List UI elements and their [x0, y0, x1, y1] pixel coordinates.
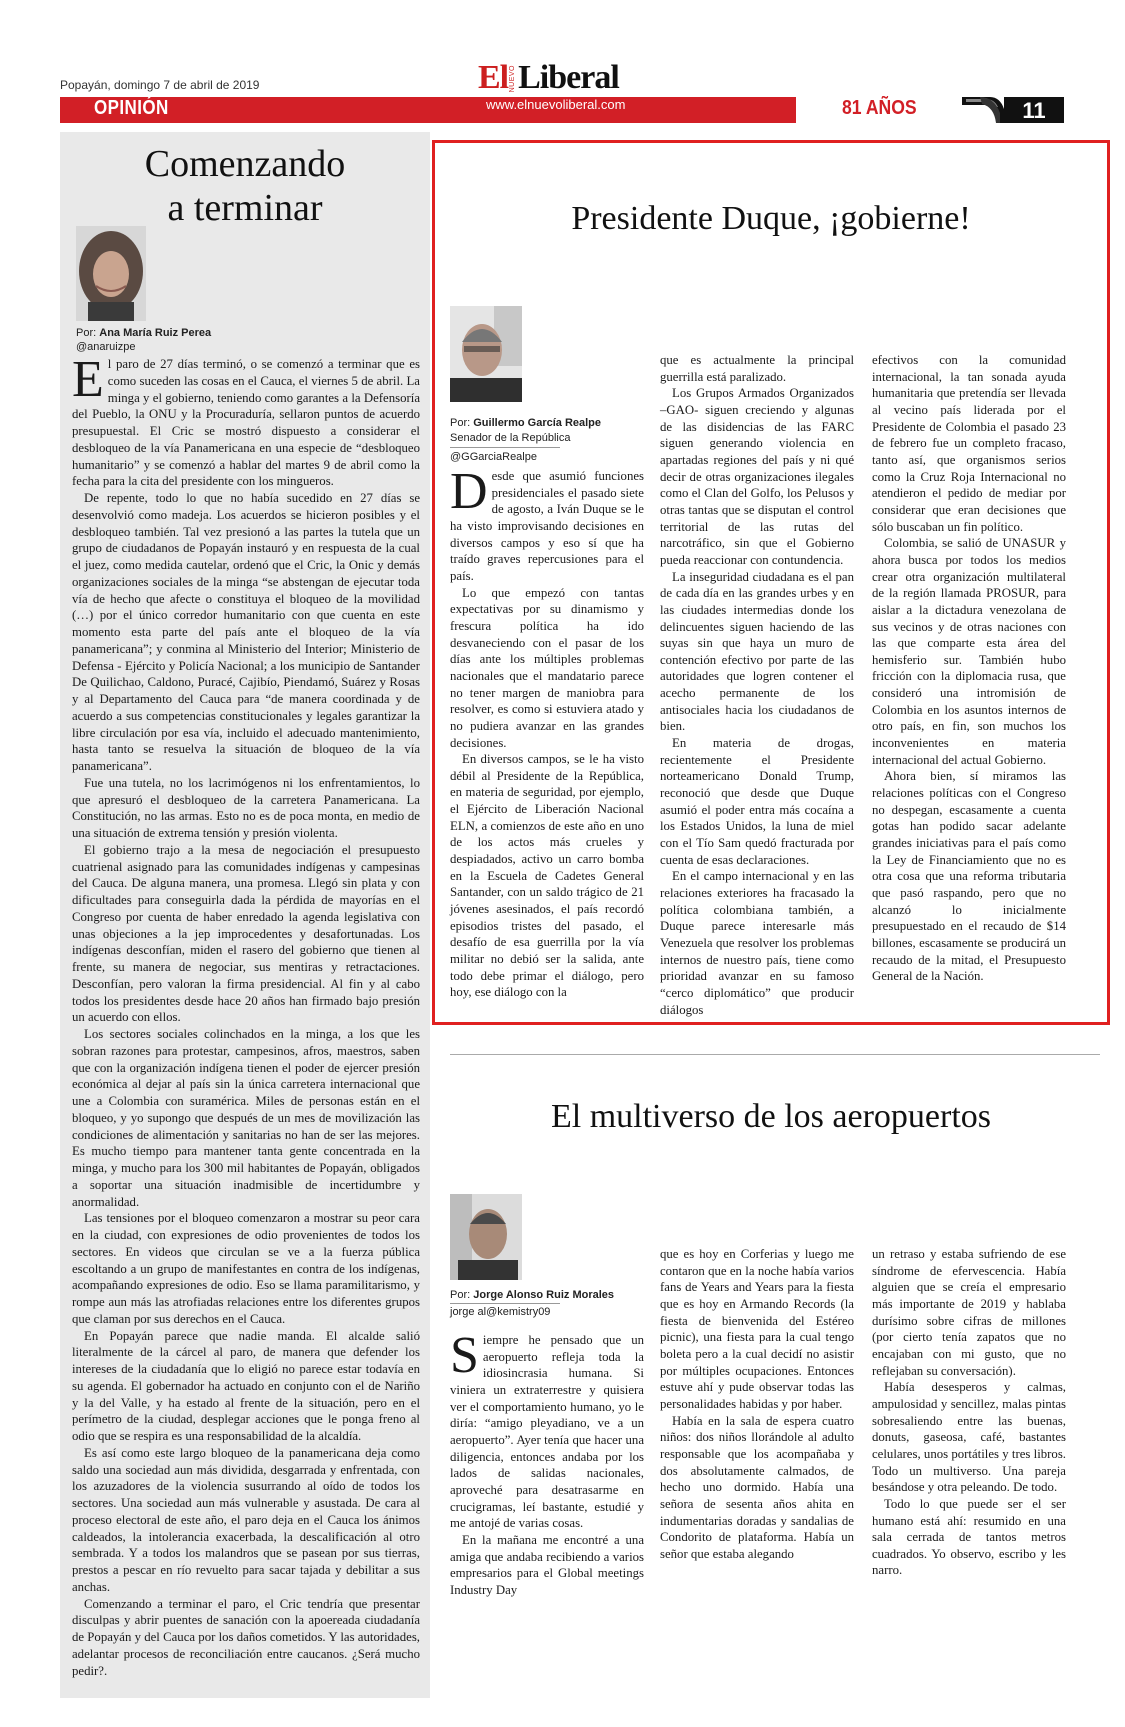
byline-divider — [450, 447, 560, 448]
paragraph: En materia de drogas, recientemente el Presidente norteamericano Donald Trump, reconoció que desde que Duque asumió el poder entra más cocaína a los Estados Unidos, la luna de miel con el Tío Sam quedó fracturada por cuenta de esas declaraciones. — [660, 736, 854, 867]
author-handle: jorge al@kemistry09 — [450, 1306, 551, 1318]
section-bar — [60, 97, 796, 123]
byline-divider — [450, 1303, 560, 1304]
paragraph: El paro de 27 días terminó, o se comenzó a terminar que es como suceden las cosas en el Cauca, el viernes 5 de abril. La minga y el gobierno, teniendo como garantes a la Defensoría del Pueblo, la ONU y la Procuraduría, sellaron puntos de acuerdo presupuestal. El Cric se mostró dispuesto a considerar el desbloqueo de la vía Panamericana en una especie de “desbloqueo humanitario” y se comenzó a hablar del martes 9 de abril como la fecha para la cita del presidente con los mingueros. — [72, 351, 420, 489]
author-photo-jorge — [450, 1194, 522, 1280]
article1-column-2 — [660, 352, 854, 1017]
article2-column-3 — [872, 1246, 1066, 1636]
byline-prefix: Por: — [450, 1289, 471, 1301]
section-label: OPINIÓN — [94, 97, 169, 119]
dropcap: D — [450, 463, 488, 520]
article2-column-1 — [450, 1327, 644, 1632]
author-name: Jorge Alonso Ruiz Morales — [473, 1289, 615, 1301]
logo-el: El — [478, 59, 509, 96]
newspaper-logo — [478, 58, 619, 94]
paragraph: Colombia, se salió de UNASUR y ahora busca por todos los medios crear otra organización multilateral de la región llamada PROSUR, para aislar a la dictadura venezolana de sus vecinos y de otras naciones con las que comparte esta área del hemisferio sur. También hubo fricción con la diplomacia rusa, que consideró una intromisión de Colombia en los asuntos internos de otro país, en fin, son muchos los inconvenientes en materia internacional del actual Gobierno. — [872, 536, 1066, 767]
paragraph: Había desesperos y calmas, ampulosidad y sencillez, malas pintas sobresaliendo entre las buenas, donuts, gaseosa, café, bastantes celulares, unos portátiles y tres libros. Todo un multiverso. Una pareja besándose y otra peleando. De todo. — [872, 1380, 1066, 1495]
paragraph: Los sectores sociales colinchados en la minga, a los que les sobran razones para protestar, campesinos, afros, maestros, saben que con la organización indígena tienen el poder de ejercer presión económica al dejar al país sin la única carretera internacional que une a Colombia con suramérica. Miles de personas están en el bloqueo, y yo supongo que después de un mes de movilización las condiciones de alimentación y sanitarias no han de ser las mejores. Es mucho tiempo para mantener tanta gente concentrada en la minga, y mucho para los 300 mil habitantes de Popayán, obligados a soportar una situación inadmisible de incertidumbre y anormalidad. — [72, 1027, 420, 1209]
article1-title: Presidente Duque, ¡gobierne! — [571, 200, 971, 237]
paragraph: Lo que empezó con tantas expectativas por su dinamismo y frescura política ha ido desvaneciendo con el pasar de los días ante los múltiples problemas nacionales que el mandatario parece no tener margen de maniobra para resolver, es como si estuviera atado y no pudiera avanzar en las grandes decisiones. — [450, 585, 644, 750]
left-article-title — [60, 142, 430, 230]
paragraph: La inseguridad ciudadana es el pan de cada día en las grandes urbes y en las ciudades intermedias donde los delincuentes siguen haciendo de las suyas sin que haya un muro de contención efectivo por parte de las autoridades que logren contener el acecho permanente de los antisociales hacia los ciudadanos de bien. — [660, 569, 854, 734]
logo-nuevo: NUEVO — [509, 64, 517, 92]
paragraph: que es hoy en Corferias y luego me contaron que en la noche había varios fans de Years and Years para la fiesta que es hoy en Armando Records (la fiesta de bienvenida del Estéreo picnic), una fiesta para la cual tengo boleta pero a la cual decidí no asistir por múltiples ocupaciones. Entonces estuve ahí y pude observar todas las personalidades habidas y por haber. — [660, 1247, 854, 1411]
left-title-line1: Comenzando — [144, 143, 346, 185]
byline-prefix: Por: — [76, 327, 97, 339]
paragraph: Es así como este largo bloqueo de la panamericana deja como saldo una sociedad aun más dividida, desgarrada y enfrentada, con los azuzadores de la violencia susurrando al oído de todos los sectores. Una sociedad aun más vulnerable y asustada. De cara al proceso electoral de este año, el paro deja en el Cauca los ánimos caldeados, la intolerancia exacerbada, la descalificación al otro sembrada. Y a todos los malandros que se pasean por sus tierras, prestos a pescar en río revuelto para sacar tajada y debilitar a sus anchas. — [72, 1445, 420, 1594]
paragraph: Todo lo que puede ser el ser humano está ahí: resumido en una sala cerrada de tantos metros cuadrados. Yo observo, escribo y les narro. — [872, 1496, 1066, 1578]
byline-prefix: Por: — [450, 417, 471, 429]
article1-byline — [450, 416, 601, 430]
paragraph: En diversos campos, se le ha visto débil al Presidente de la República, en materia de seguridad, por ejemplo, el Ejército de Liberación Nacional ELN, a comienzos de este año en uno de los actos más crueles y despiadados, activo un carro bomba en la Escuela de Cadetes General Santander, con un saldo trágico de 21 jóvenes asesinados, el país recordó episodios tristes del pasado, el desafío de esa guerrilla por la vía militar no debió ser la salida, ante todo debe primar el diálogo, pero hoy, ese diálogo con la — [450, 752, 644, 1000]
author-name: Ana María Ruiz Perea — [99, 327, 212, 339]
author-photo-guillermo — [450, 306, 522, 402]
left-byline — [76, 326, 211, 340]
article2-title: El multiverso de los aeropuertos — [550, 1098, 991, 1135]
paragraph: Ahora bien, sí miramos las relaciones políticas con el Congreso no despegan, escasamente a cuenta gotas han podido sacar adelante grandes iniciativas para el país como la Ley de Financiamiento que no es otra cosa que una reforma tributaria que pasó raspando, pero que no alcanzó lo inicialmente presupuestado en el recaudo de $14 billones, escasamente se producirá un recaudo de la mitad, el Presupuesto General de la Nación. — [872, 769, 1066, 984]
paragraph: Las tensiones por el bloqueo comenzaron a mostrar su peor cara en la ciudad, con expresiones de odio provenientes de todos los sectores. En videos que circulan se ve a la fuerza pública escoltando a un grupo de manifestantes en contra de los indígenas, acompañando expresiones de odio. Eso se llama paramilitarismo, y rompe aun más las atrofiadas relaciones entre los diferentes grupos que claman por sus derechos en el Cauca. — [72, 1211, 420, 1326]
article1-column-1 — [450, 463, 644, 1000]
article-divider — [450, 1054, 1100, 1055]
author-name: Guillermo García Realpe — [473, 417, 602, 429]
article1-column-3 — [872, 352, 1066, 992]
author-handle: @anaruizpe — [76, 341, 136, 353]
author-role: Senador de la República — [450, 432, 571, 444]
dropcap: S — [450, 1327, 479, 1384]
paragraph: un retraso y estaba sufriendo de ese síndrome de efervescencia. Había alguien que se creía el empresario más importante de 2019 y hablaba durísimo sobre cifras de millones (por cierto tenía zapatos que no encajaban con mi gusto, que no reflejaban su conversación). — [872, 1247, 1066, 1378]
page-number: 11 — [1004, 97, 1064, 123]
paragraph: Desde que asumió funciones presidenciales el pasado siete de agosto, a Iván Duque se le ha visto improvisando decisiones en diversos campos y eso sí que ha traído graves repercusiones para el país. — [450, 463, 644, 583]
paragraph: efectivos con la comunidad internacional, la tan sonada ayuda humanitaria que pretendía ser llevada al vecino país liderada por el Presidente de Colombia el pasado 23 de febrero fue un completo fracaso, tanto así, que organismos serios como la Cruz Roja Internacional no atendieron el pedido de mediar por considerar que eran decisiones que sólo buscaban un fin político. — [872, 353, 1066, 534]
paragraph: En Popayán parece que nadie manda. El alcalde salió literalmente de la cárcel al paro, de manera que defender los intereses de la ciudadanía que lo eligió no parece estar todavía en su agenda. El gobernador ha actuado en conjunto con el de Nariño y la del Valle, y ha estado al frente de la situación, pero en el perímetro de la ciudad, desplegar acciones que le ponga freno al odio que se respira es una responsabilidad de la alcaldía. — [72, 1328, 420, 1443]
article2-byline — [450, 1288, 614, 1302]
author-handle: @GGarciaRealpe — [450, 451, 537, 463]
paragraph: Comenzando a terminar el paro, el Cric tendría que presentar disculpas y abrir puentes de sanación con la apoereada ciudadanía de Popayán y del Cauca por los daños cometidos. Y las autoridades, adelantar procesos de reconciliación entre caucanos. ¿Será mucho pedir?. — [72, 1596, 420, 1678]
paragraph: De repente, todo lo que no había sucedido en 27 días se desenvolvió como madeja. Los acuerdos se hicieron posibles y el desbloqueo también. Tal vez presionó a las partes la tutela que un grupo de ciudadanos de Popayán instauró y en respuesta de la cual el juez, como medida cautelar, ordenó que el Cric, la Onic y demás organizaciones sociales de la minga “se abstengan de ejecutar toda vía de hecho que afecte o constituya el bloqueo de la movilidad (…) por el único corredor humanitario con que cuenta en este momento esta parte del país ante el bloqueo de la vía panamericana”; y conmina al Ministerio del Interior; Ministerio de Defensa - Ejército y Policía Nacional; a los municipio de Santander De Quilichao, Caldono, Puracé, Cajibío, Piendamó, Suárez y Rosas y al Departamento del Cauca para “de manera coordinada y de acuerdo a sus competencias constitucionales y legales garantizar la libre circulación por esa vía, incluido el adecuado mantenimiento, hasta tanto se resuelva la situación de bloqueo de la vía panamericana”. — [72, 491, 420, 773]
dateline: Popayán, domingo 7 de abril de 2019 — [60, 78, 260, 92]
anniversary-label: 81 AÑOS — [842, 97, 917, 119]
logo-liberal: Liberal — [518, 59, 619, 96]
paragraph: El gobierno trajo a la mesa de negociación el presupuesto cuatrienal asignado para las comunidades indígenas y campesinas del Cauca. De alguna manera, una promesa. Llegó sin plata y con dificultades para conseguirla dada la pérdida de mayorías en el Congreso por cuenta de haber enredado la agenda legislativa con unas objeciones a la jep improcedentes y desafortunadas. Los indígenas desconfían, miden el rasero del gobierno que tienen al frente, su manera de negociar, sus mentiras y retractaciones. Desconfían, pero valoran la firma presidencial. Al fin y al cabo todos los presidentes desde hace 20 años han firmado bajo presión un acuerdo con ellos. — [72, 842, 420, 1025]
author-photo-ana — [76, 226, 146, 321]
paragraph: Siempre he pensado que un aeropuerto refleja toda la idiosincrasia humana. Si viniera un extraterrestre y quisiera ver el comportamiento humano, yo le diría: “amigo pleyadiano, ve a un aeropuerto”. Ayer tenía que hacer una diligencia, entonces andaba por los lados de salidas nacionales, aproveché para desatrasarme en crucigramas, leí bastante, estudié y me antojé de varias cosas. — [450, 1327, 644, 1531]
paragraph: que es actualmente la principal guerrilla está paralizado. — [660, 353, 854, 384]
paragraph: En el campo internacional y en las relaciones exteriores ha fracasado la política colombiana también, a Duque parece interesarle más Venezuela que resolver los problemas internos de nuestro país, tiene como prioridad avanzar en su famoso “cerco diplomático” que producir diálogos — [660, 869, 854, 1017]
paragraph: Había en la sala de espera cuatro niños: dos niños llorándole al adulto responsable que los acompañaba y dos absolutamente calmados, de hecho uno dormido. Había una señora de sesenta años ahita en indumentarias doradas y sandalias de Condorito de plataforma. Había un señor que estaba alegando — [660, 1413, 854, 1561]
paragraph: Fue una tutela, no los lacrimógenos ni los enfrentamientos, lo que apresuró el desbloqueo de la carretera Panamericana. La Constitución, no las armas. Esto no es de poca monta, en medio de una situación de extrema tensión y presión violenta. — [72, 775, 420, 840]
dropcap: E — [72, 351, 104, 408]
left-article-body — [72, 351, 420, 1686]
paragraph: En la mañana me encontré a una amiga que andaba recibiendo a varios empresarios para el Global meetings Industry Day — [450, 1532, 644, 1597]
page-curl-icon — [960, 95, 1006, 125]
website-link[interactable]: www.elnuevoliberal.com — [486, 97, 626, 112]
left-title-line2: a terminar — [167, 187, 323, 229]
paragraph: Los Grupos Armados Organizados –GAO- siguen creciendo y algunas de las disidencias de las FARC siguen generando violencia en apartadas regiones del país y ni qué decir de otras organizaciones ilegales como el Clan del Golfo, los Pelusos y otras tantas que se disputan el control territorial de las rutas del narcotráfico, sin que el Gobierno pueda reaccionar con contundencia. — [660, 386, 854, 567]
article2-column-2 — [660, 1246, 854, 1636]
